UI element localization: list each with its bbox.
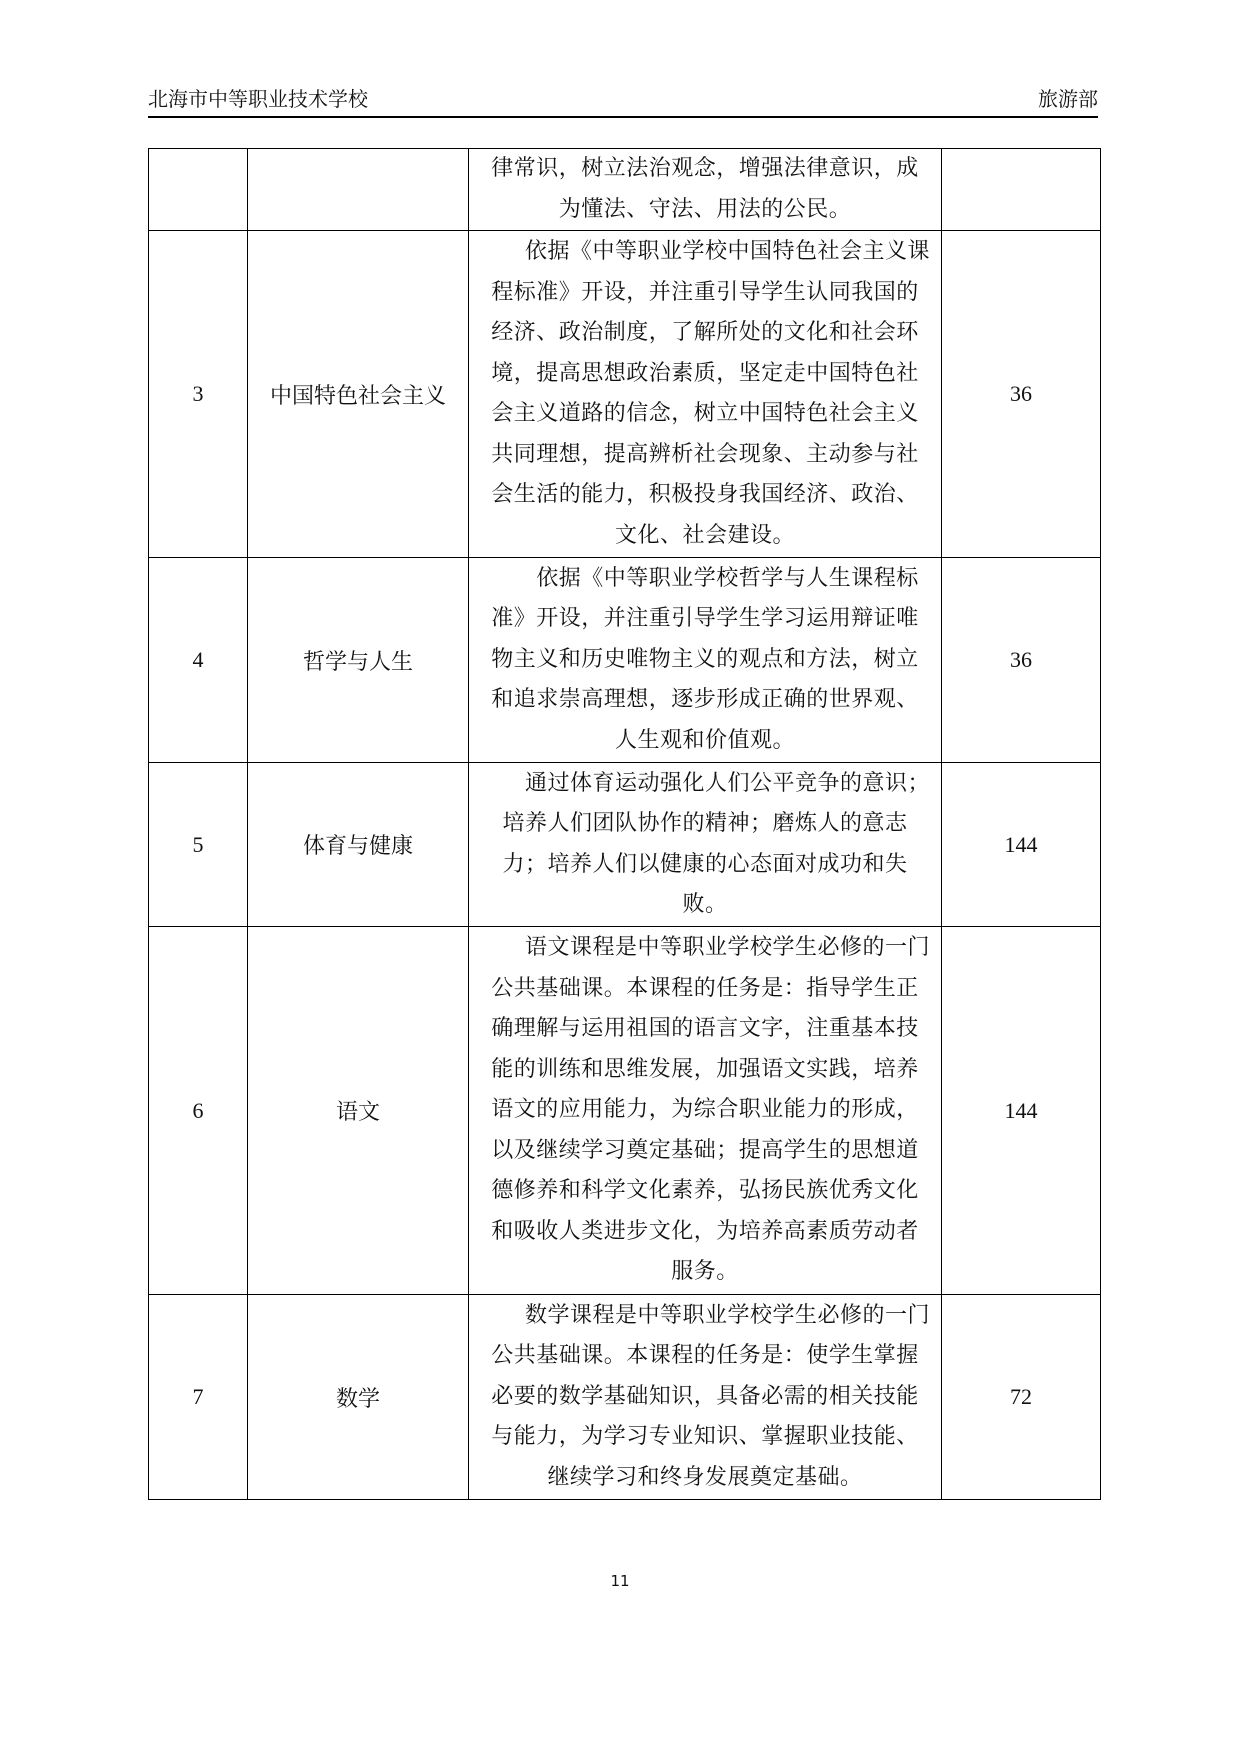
course-name: 中国特色社会主义 [248, 231, 469, 558]
table-row [149, 927, 1101, 1295]
page-number: 11 [610, 1572, 630, 1590]
course-number: 7 [149, 1295, 248, 1500]
course-description: 依据《中等职业学校哲学与人生课程标 准》开设，并注重引导学生学习运用辩证唯 物主义和历史唯物主义的观点和方法，树立 和追求崇高理想，逐步形成正确的世界观、 人生观和价值观。 [491, 565, 919, 753]
table-row [149, 558, 1101, 763]
table-row [149, 231, 1101, 558]
page-header [148, 86, 1098, 118]
table-row [149, 1295, 1101, 1500]
course-hours [942, 149, 1101, 231]
course-hours: 144 [942, 763, 1101, 927]
course-hours: 36 [942, 558, 1101, 763]
course-hours: 36 [942, 231, 1101, 558]
course-number: 5 [149, 763, 248, 927]
course-description: 律常识，树立法治观念，增强法律意识，成 为懂法、守法、用法的公民。 [491, 156, 919, 222]
course-number: 4 [149, 558, 248, 763]
course-description: 依据《中等职业学校中国特色社会主义课 程标准》开设，并注重引导学生认同我国的 经济、政治制度，了解所处的文化和社会环 境，提高思想政治素质，坚定走中国特色社 会主义道路的信念，树立中国特色社会主义 共同理想，提高辨析社会现象、主动参与社 会生活的能力，积极投身我国经济、政治、 文化、社会建设。 [491, 239, 930, 548]
course-description-cell [469, 558, 942, 763]
course-description-cell [469, 149, 942, 231]
course-hours: 144 [942, 927, 1101, 1295]
course-table [148, 148, 1101, 1500]
course-number: 6 [149, 927, 248, 1295]
course-name: 体育与健康 [248, 763, 469, 927]
course-description: 数学课程是中等职业学校学生必修的一门 公共基础课。本课程的任务是：使学生掌握 必要的数学基础知识，具备必需的相关技能 与能力，为学习专业知识、掌握职业技能、 继续学习和终身发展奠定基础。 [491, 1302, 930, 1490]
course-description-cell [469, 1295, 942, 1500]
course-number: 3 [149, 231, 248, 558]
course-name: 数学 [248, 1295, 469, 1500]
course-description-cell [469, 231, 942, 558]
course-description: 语文课程是中等职业学校学生必修的一门 公共基础课。本课程的任务是：指导学生正 确理解与运用祖国的语言文字，注重基本技 能的训练和思维发展，加强语文实践，培养 语文的应用能力，为综合职业能力的形成， 以及继续学习奠定基础；提高学生的思想道 德修养和科学文化素养，弘扬民族优秀文化 和吸收人类进步文化，为培养高素质劳动者 服务。 [491, 935, 930, 1285]
course-name: 语文 [248, 927, 469, 1295]
course-name [248, 149, 469, 231]
department-name: 旅游部 [1038, 87, 1098, 111]
course-description-cell [469, 763, 942, 927]
school-name: 北海市中等职业技术学校 [148, 87, 368, 111]
table-row [149, 763, 1101, 927]
course-name: 哲学与人生 [248, 558, 469, 763]
table-row [149, 149, 1101, 231]
course-hours: 72 [942, 1295, 1101, 1500]
course-description: 通过体育运动强化人们公平竞争的意识； 培养人们团队协作的精神；磨炼人的意志 力；培养人们以健康的心态面对成功和失 败。 [502, 770, 930, 917]
course-description-cell [469, 927, 942, 1295]
course-number [149, 149, 248, 231]
